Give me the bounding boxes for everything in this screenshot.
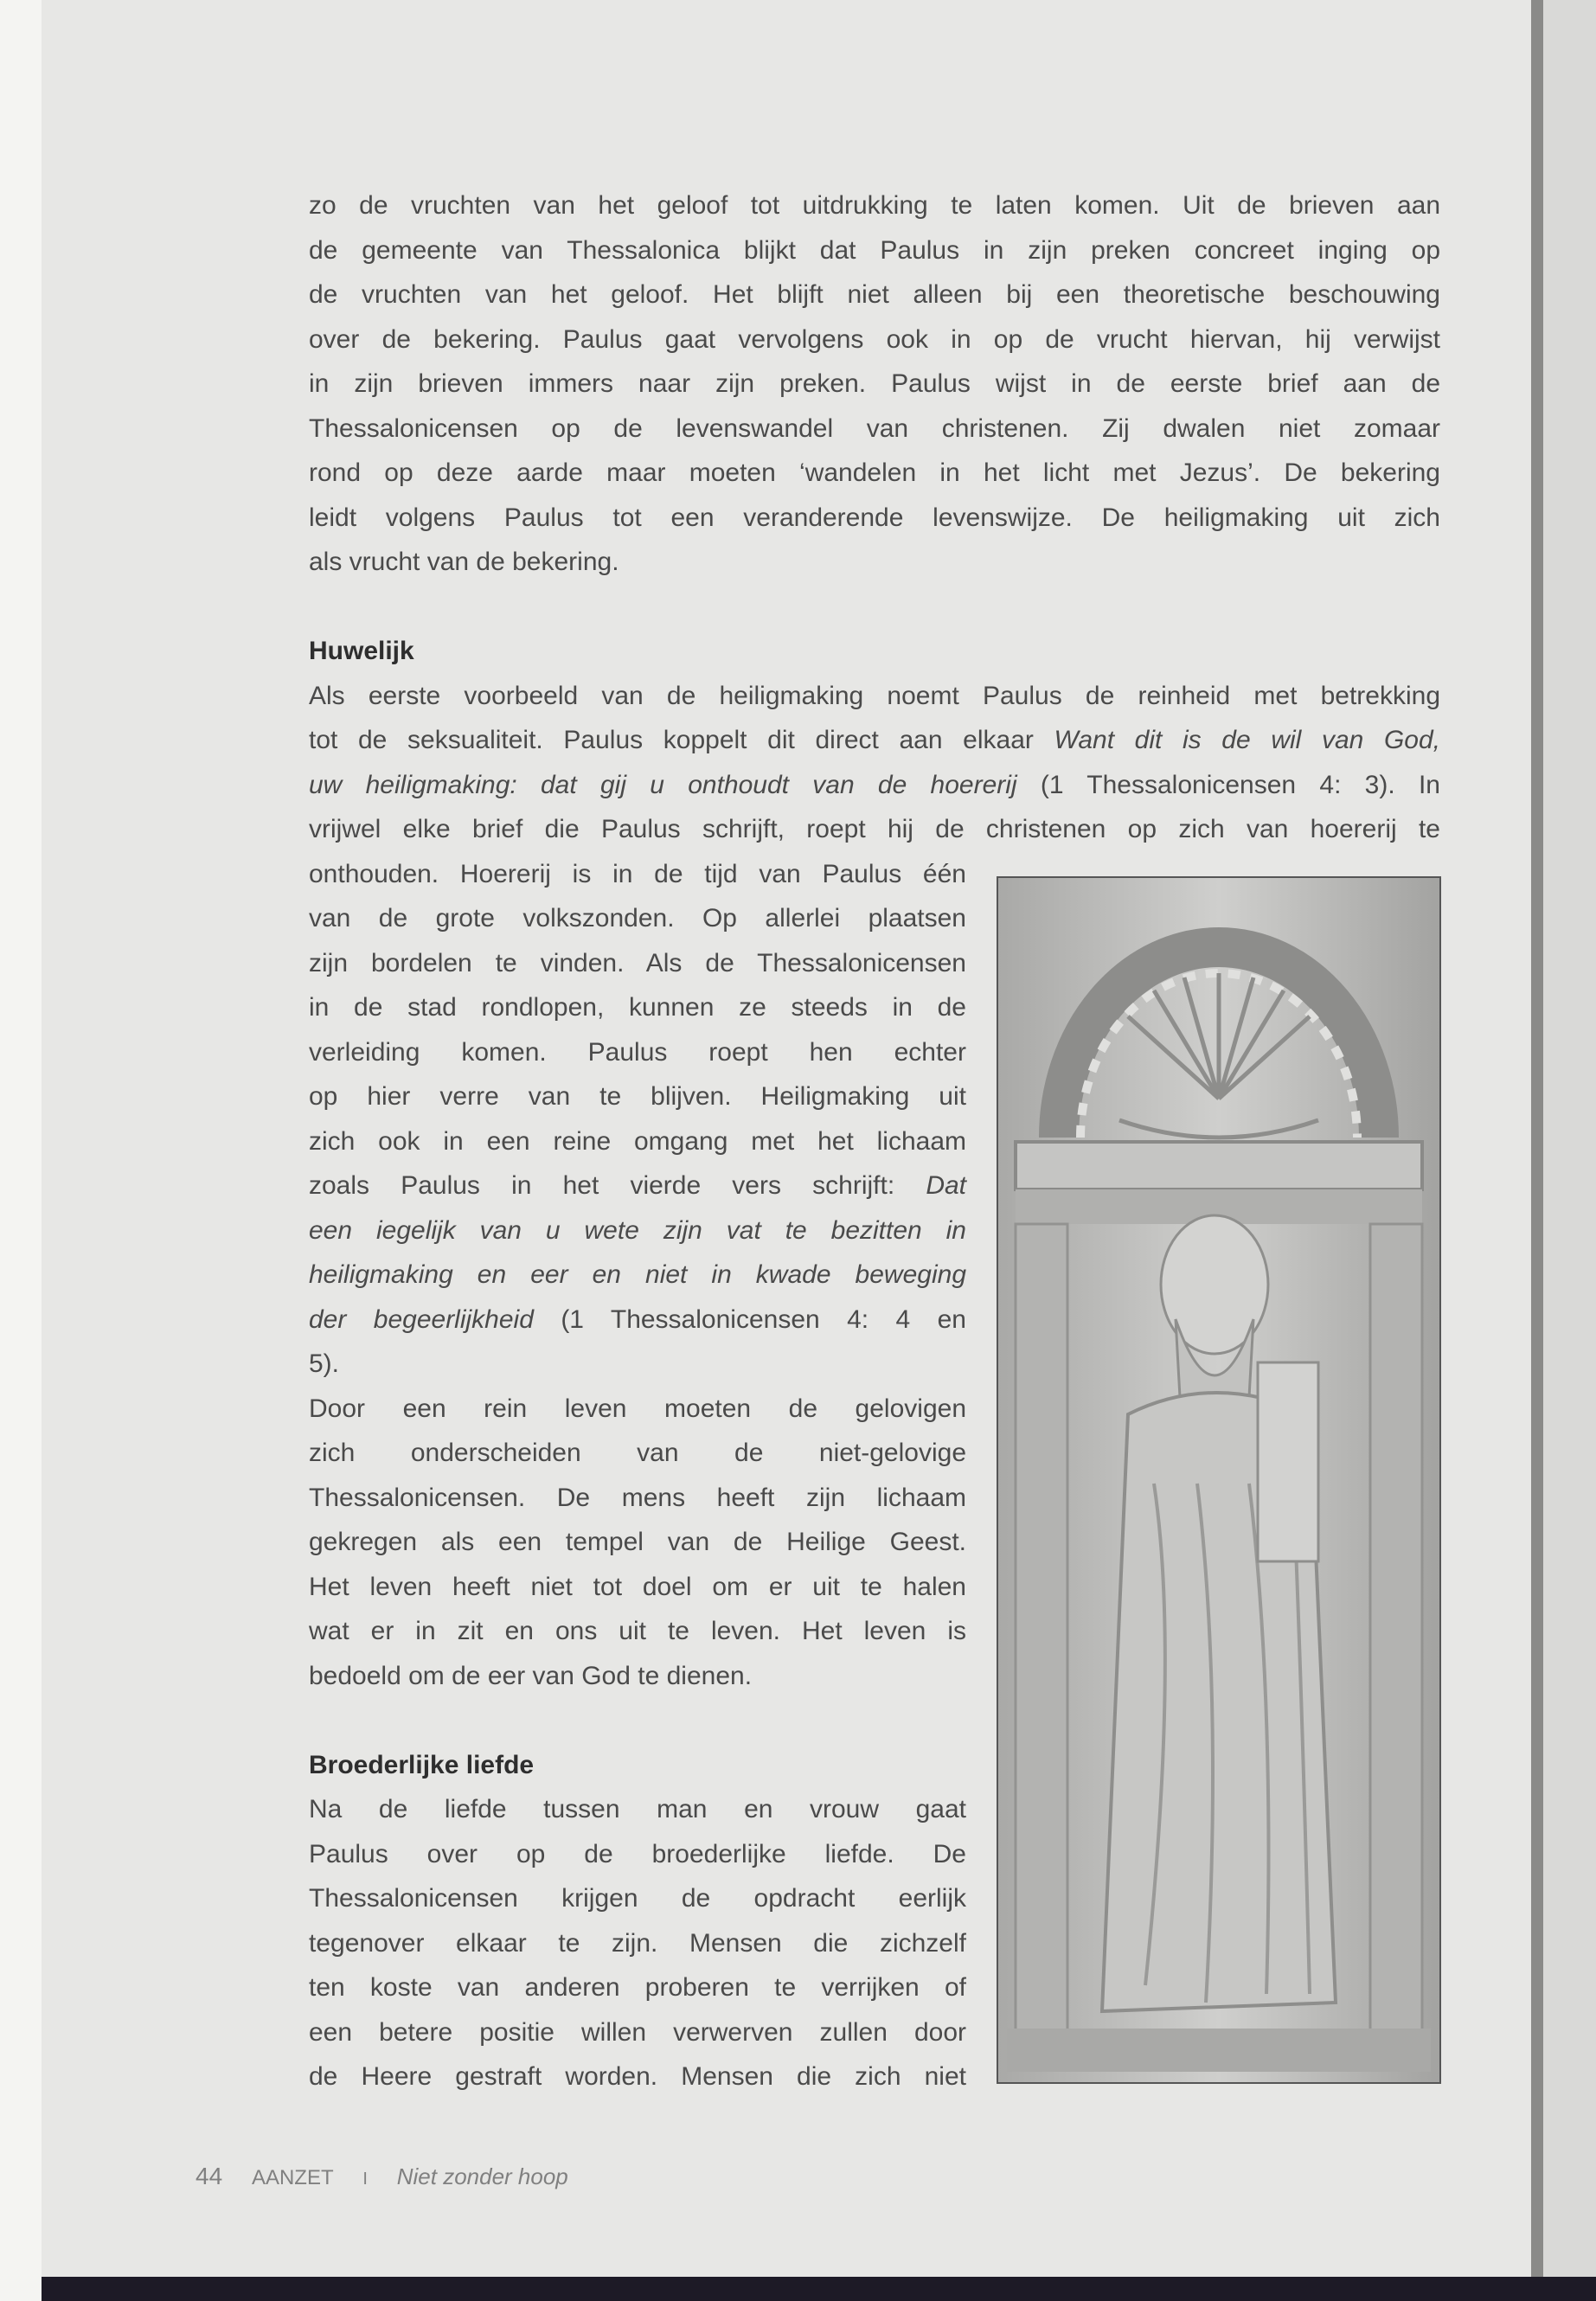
text-line [309,1208,966,1253]
text-line [309,362,1440,407]
text-segment: 5). [309,1349,340,1378]
text-line [309,1787,966,1832]
text-line [309,2054,966,2099]
scripture-quote: een iegelijk van u wete zijn vat te bezitten in [309,1215,966,1245]
bottom-edge [42,2277,1596,2301]
text-line [309,1520,966,1565]
text-line [309,1965,966,2010]
text-line [309,1565,966,1610]
text-segment: tot de seksualiteit. Paulus koppelt dit direct aan elkaar [309,726,1054,754]
text-segment: ten koste van anderen proberen te verrijken of [309,1973,966,2002]
text-line [309,1298,966,1343]
scripture-quote: der begeerlijkheid [309,1304,534,1334]
text-line [309,1921,966,1966]
text-line [309,183,1440,228]
text-line [309,718,1440,763]
text-segment: als vrucht van de bekering. [309,548,619,576]
page-edge [1543,0,1596,2301]
text-segment: gekregen als een tempel van de Heilige Geest. [309,1528,966,1556]
text-segment: over de bekering. Paulus gaat vervolgens ook in op de vrucht hiervan, hij verwijst [309,324,1440,354]
text-line [309,1030,966,1075]
page-number: 44 [195,2163,223,2189]
text-segment: wat er in zit en ons uit te leven. Het leven is [309,1617,966,1645]
text-segment: leidt volgens Paulus tot een veranderende levenswijze. De heiligmaking uit zich [309,503,1440,532]
text-line [309,1609,966,1654]
text-segment: Paulus over op de broederlijke liefde. De [309,1839,966,1868]
text-segment: een betere positie willen verwerven zullen door [309,2017,966,2047]
text-segment: de Heere gestraft worden. Mensen die zich niet [309,2062,966,2091]
text-segment: op hier verre van te blijven. Heiligmaking uit [309,1082,966,1111]
text-line [309,228,1440,273]
text-line [309,941,966,986]
text-segment: Het leven heeft niet tot doel om er uit te halen [309,1572,966,1601]
text-segment: zich ook in een reine omgang met het lichaam [309,1126,966,1156]
text-line [309,1832,966,1877]
text-line [309,585,1440,630]
text-segment: zoals Paulus in het vierde vers schrijft: [309,1171,926,1200]
text-segment: Als eerste voorbeeld van de heiligmaking noemt Paulus de reinheid met betrekking [309,681,1440,710]
text-segment: Door een rein leven moeten de gelovigen [309,1394,966,1423]
text-line [309,272,1440,317]
text-segment: de vruchten van het geloof. Het blijft niet alleen bij een theoretische beschouwing [309,280,1440,309]
page-footer [195,2163,568,2190]
text-segment: verleiding komen. Paulus roept hen echter [309,1037,966,1067]
text-line [309,496,1440,541]
text-segment: in zijn brieven immers naar zijn preken. Paulus wijst in de eerste brief aan de [309,369,1440,398]
book-title: Niet zonder hoop [396,2163,568,2189]
text-line [309,1387,966,1432]
text-line [309,763,1440,808]
text-line [309,1074,966,1119]
relief-illustration [998,878,1439,2082]
scripture-quote: Want dit is de wil van God, [1054,726,1441,754]
text-segment: onthouden. Hoererij is in de tijd van Paulus één [309,859,966,888]
text-segment: rond op deze aarde maar moeten ‘wandelen in het licht met Jezus’. De bekering [309,458,1440,487]
text-line [309,407,1440,452]
page-spine-shadow [1531,0,1543,2301]
text-segment: Thessalonicensen. De mens heeft zijn lichaam [309,1483,966,1512]
text-segment: vrijwel elke brief die Paulus schrijft, roept hij de christenen op zich van hoererij te [309,815,1440,843]
text-line [309,540,1440,585]
ivory-relief-paulus-image [997,876,1441,2084]
text-line [309,985,966,1030]
text-line [309,807,1440,852]
text-line [309,1698,966,1743]
text-line [309,1163,966,1208]
text-line [309,1476,966,1521]
text-line [309,896,966,941]
text-line [309,674,1440,719]
text-segment: zo de vruchten van het geloof tot uitdrukking te laten komen. Uit de brieven aan [309,191,1440,220]
text-line [309,1119,966,1164]
text-line [309,1253,966,1298]
text-segment: in de stad rondlopen, kunnen ze steeds in de [309,993,966,1022]
text-line [309,2010,966,2055]
text-segment: (1 Thessalonicensen 4: 3). In [1016,770,1440,799]
text-line [309,1431,966,1476]
scripture-quote: heiligmaking en eer en niet in kwade beweging [309,1260,966,1289]
footer-separator: I [362,2170,368,2189]
text-segment: van de grote volkszonden. Op allerlei plaatsen [309,904,966,933]
text-segment: zich onderscheiden van de niet-gelovige [309,1439,966,1467]
text-segment: Broederlijke liefde [309,1750,535,1779]
text-segment: zijn bordelen te vinden. Als de Thessalonicensen [309,948,966,977]
text-segment: de gemeente van Thessalonica blijkt dat Paulus in zijn preken concreet inging op [309,235,1440,265]
section-heading [309,629,1440,674]
text-line [309,1654,966,1699]
text-segment: tegenover elkaar te zijn. Mensen die zichzelf [309,1928,966,1958]
section-heading [309,1743,966,1788]
text-segment: Thessalonicensen krijgen de opdracht eerlijk [309,1884,966,1913]
text-line [309,317,1440,362]
text-line [309,852,966,897]
series-name: AANZET [251,2166,334,2189]
scripture-quote: Dat [926,1171,966,1200]
text-line [309,451,1440,496]
text-segment: Thessalonicensen op de levenswandel van christenen. Zij dwalen niet zomaar [309,413,1440,443]
text-segment: bedoeld om de eer van God te dienen. [309,1661,753,1690]
text-segment: Na de liefde tussen man en vrouw gaat [309,1795,966,1823]
scripture-quote: uw heiligmaking: dat gij u onthoudt van de hoererij [309,770,1017,799]
text-segment: (1 Thessalonicensen 4: 4 en [533,1304,966,1334]
text-line [309,1342,966,1387]
text-segment: Huwelijk [309,637,414,665]
text-line [309,1876,966,1921]
